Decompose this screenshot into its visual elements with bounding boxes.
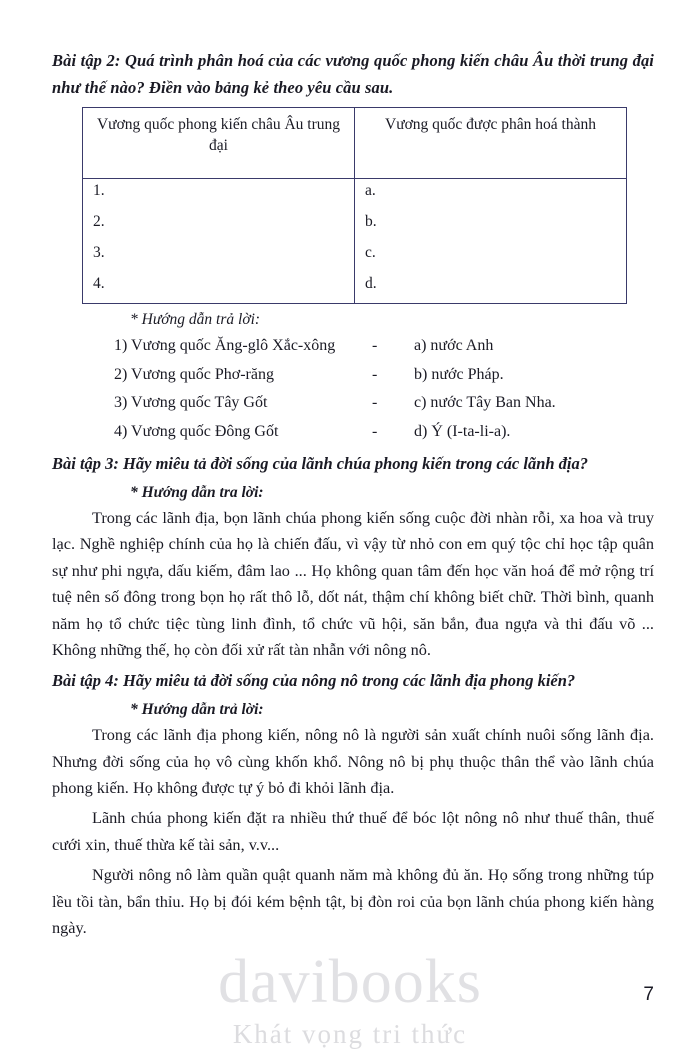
watermark-main-text: davibooks xyxy=(218,948,482,1016)
list-item xyxy=(52,389,654,417)
list-item xyxy=(52,361,654,389)
page-number: 7 xyxy=(643,984,654,1005)
exercise-4-hint-label: * Hướng dẫn trả lời: xyxy=(130,701,264,719)
table-header-row xyxy=(83,108,627,179)
exercise-2-title: Bài tập 2: Quá trình phân hoá của các vương quốc phong kiến châu Âu thời trung đại như thế nào? Điền vào bảng kẻ theo yêu cầu sau. xyxy=(52,51,654,97)
table-row xyxy=(83,241,627,272)
table-cell-left[interactable]: 3. xyxy=(83,241,355,272)
match-right: a) nước Anh xyxy=(414,337,494,355)
table-cell-right[interactable]: c. xyxy=(355,241,627,272)
exercise-2-table xyxy=(82,107,627,304)
match-left: 2) Vương quốc Phơ-răng xyxy=(114,365,274,383)
exercise-4-title: Bài tập 4: Hãy miêu tả đời sống của nông nô trong các lãnh địa phong kiến? xyxy=(52,671,576,691)
match-dash: - xyxy=(372,365,378,383)
table-cell-left[interactable]: 4. xyxy=(83,272,355,304)
table-cell-right[interactable]: d. xyxy=(355,272,627,304)
exercise-4-paragraph-1: Trong các lãnh địa phong kiến, nông nô là người sản xuất chính nuôi sống lãnh địa. Nhưng đời sống của họ vô cùng khốn khổ. Nông nô bị phụ thuộc thân thể vào lãnh chúa phong kiến. Họ không được tự ý bỏ đi khỏi lãnh địa. xyxy=(52,725,654,797)
match-right: b) nước Pháp. xyxy=(414,365,504,383)
table-row xyxy=(83,210,627,241)
table-cell-right[interactable]: a. xyxy=(355,179,627,211)
match-left: 1) Vương quốc Ăng-glô Xắc-xông xyxy=(114,337,336,355)
match-left: 3) Vương quốc Tây Gốt xyxy=(114,394,268,412)
table-cell-right[interactable]: b. xyxy=(355,210,627,241)
table-row xyxy=(83,272,627,304)
watermark-sub-text: Khát vọng tri thức xyxy=(232,1019,468,1049)
watermark xyxy=(0,948,700,1050)
exercise-4-paragraph-3: Người nông nô làm quần quật quanh năm mà không đủ ăn. Họ sống trong những túp lều tồi tàn, bẩn thỉu. Họ bị đói kém bệnh tật, bị đòn roi của bọn lãnh chúa phong kiến hàng ngày. xyxy=(52,865,654,937)
list-item xyxy=(52,418,654,446)
exercise-3-hint-label: * Hướng dẫn tra lời: xyxy=(130,484,264,502)
match-left: 4) Vương quốc Đông Gốt xyxy=(114,422,279,440)
exercise-4-paragraph-2: Lãnh chúa phong kiến đặt ra nhiều thứ thuế để bóc lột nông nô như thuế thân, thuế cưới xin, thuế thừa kế tài sản, v.v... xyxy=(52,808,654,854)
match-dash: - xyxy=(372,337,378,355)
exercise-3-title: Bài tập 3: Hãy miêu tả đời sống của lãnh chúa phong kiến trong các lãnh địa? xyxy=(52,454,589,474)
table-cell-left[interactable]: 1. xyxy=(83,179,355,211)
match-dash: - xyxy=(372,422,378,440)
table-cell-left[interactable]: 2. xyxy=(83,210,355,241)
table-header-cell-2: Vương quốc được phân hoá thành xyxy=(355,108,627,179)
exercise-2-hint-label: * Hướng dẫn trả lời: xyxy=(130,311,261,329)
list-item xyxy=(52,332,654,360)
match-right: d) Ý (I-ta-li-a). xyxy=(414,422,511,440)
match-right: c) nước Tây Ban Nha. xyxy=(414,394,556,412)
exercise-2-answer-list xyxy=(52,332,654,446)
table-header-cell-1: Vương quốc phong kiến châu Âu trung đại xyxy=(83,108,355,179)
match-dash: - xyxy=(372,394,378,412)
exercise-3-paragraph: Trong các lãnh địa, bọn lãnh chúa phong kiến sống cuộc đời nhàn rỗi, xa hoa và truy lạc. Nghề nghiệp chính của họ là chiến đấu, vì vậy từ nhỏ con em quý tộc chỉ học tập quân sự như phi ngựa, dấu kiếm, đâm lao ... Họ không quan tâm đến học văn hoá để mở rộng trí tuệ nên số đông trong bọn họ rất thô lỗ, dốt nát, thậm chí không biết chữ. Thời bình, quanh năm họ tổ chức tiệc tùng linh đình, tổ chức vũ hội, săn bắn, đua ngựa và thi đấu võ ... Không những thế, họ còn đối xử rất tàn nhẫn với nông nô. xyxy=(52,508,654,660)
table-row xyxy=(83,179,627,211)
